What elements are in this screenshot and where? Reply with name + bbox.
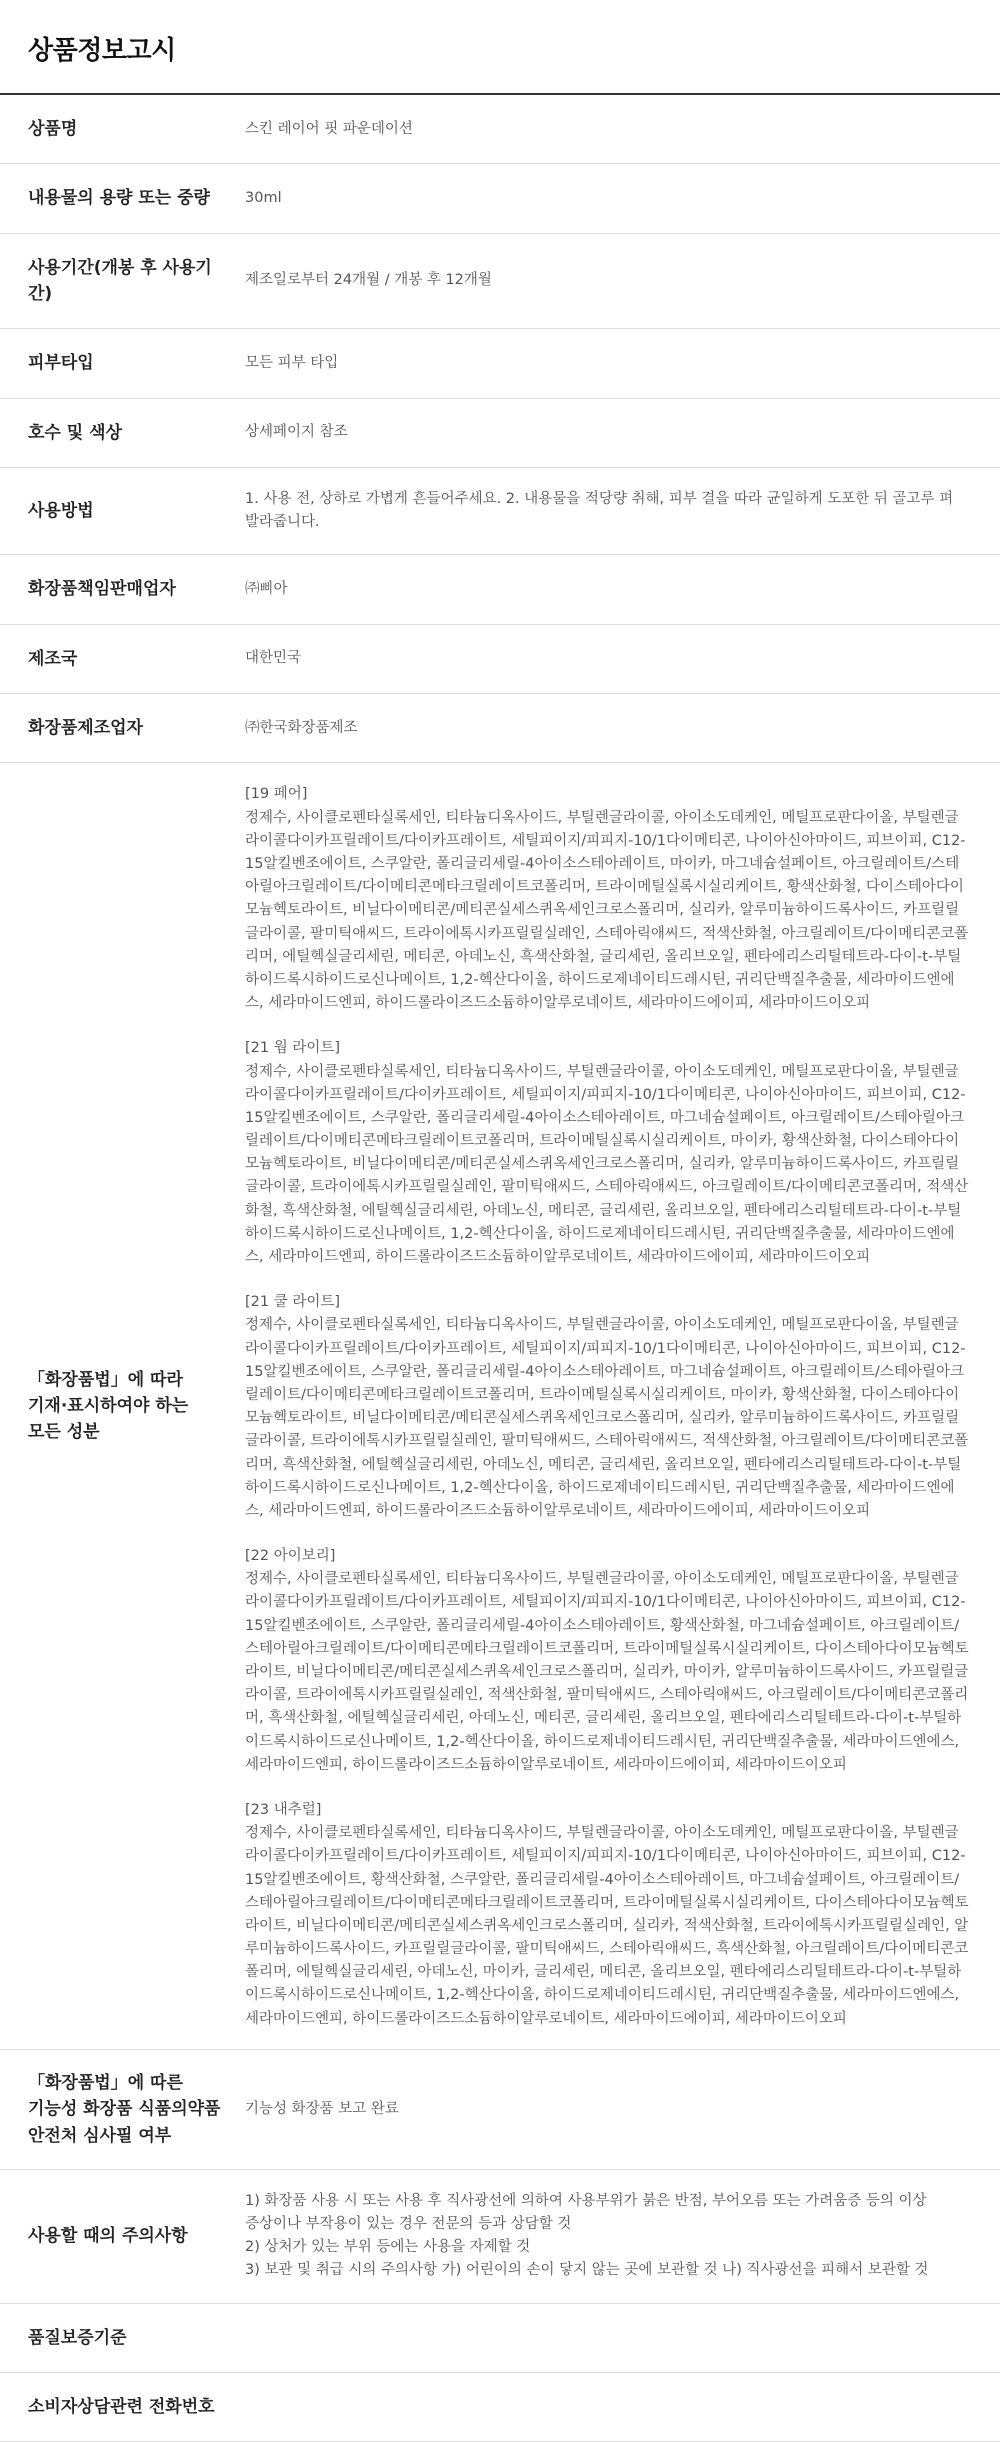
label-line: 모든 성분 xyxy=(28,1422,100,1443)
row-label: 피부타입 xyxy=(28,353,94,374)
shade-ingredients xyxy=(245,1291,970,1523)
shade-ingredient-text: 정제수, 사이클로펜타실록세인, 티타늄디옥사이드, 부틸렌글라이콜, 아이소도데케인, 메틸프로판다이올, 부틸렌글라이콜다이카프릴레이트/다이카프레이트, 세틸피이지/피피지-10/1다이메티콘, 나이아신아마이드, 피브이피, C12-15알킬벤조에이트, 황색산화철, 스쿠알란, 폴리글리세릴-4아이소스테아레이트, 마그네슘설페이트, 아크릴레이트/스테아릴아크릴레이트/다이메티콘메타크릴레이트코폴리머, 트라이메틸실록시실리케이트, 다이스테아다이모늄헥토라이트, 비닐다이메티콘/메티콘실세스퀴옥세인크로스폴리머, 실리카, 적색산화철, 트라이에톡시카프릴릴실레인, 알루미늄하이드록사이드, 카프릴릴글라이콜, 팔미틱애씨드, 스테아릭애씨드, 흑색산화철, 아크릴레이트/다이메티콘코폴리머, 에틸헥실글리세린, 아데노신, 마이카, 글리세린, 메티콘, 올리브오일, 펜타에리스리틸테트라-다이-t-부틸하이드록시하이드로신나메이트, 1,2-헥산다이올, 하이드로제네이티드레시틴, 귀리단백질추출물, 세라마이드엔에스, 세라마이드엔피, 하이드롤라이즈드소듐하이알루로네이트, 세라마이드에이피, 세라마이드이오피 xyxy=(245,1825,969,2027)
row-quality-standard xyxy=(0,2303,1000,2372)
row-value: 스킨 레이어 핏 파운데이션 xyxy=(245,120,413,137)
label-line: 안전처 심사필 여부 xyxy=(28,2125,172,2146)
label-line: 기재·표시하여야 하는 xyxy=(28,1395,189,1416)
row-value: 30ml xyxy=(245,189,282,206)
shade-ingredient-text: 정제수, 사이클로펜타실록세인, 티타늄디옥사이드, 부틸렌글라이콜, 아이소도데케인, 메틸프로판다이올, 부틸렌글라이콜다이카프릴레이트/다이카프레이트, 세틸피이지/피피지-10/1다이메티콘, 나이아신아마이드, 피브이피, C12-15알킬벤조에이트, 스쿠알란, 폴리글리세릴-4아이소스테아레이트, 황색산화철, 마그네슘설페이트, 아크릴레이트/스테아릴아크릴레이트/다이메티콘메타크릴레이트코폴리머, 트라이메틸실록시실리케이트, 다이스테아다이모늄헥토라이트, 비닐다이메티콘/메티콘실세스퀴옥세인크로스폴리머, 실리카, 마이카, 알루미늄하이드록사이드, 카프릴릴글라이콜, 트라이에톡시카프릴릴실레인, 적색산화철, 팔미틱애씨드, 스테아릭애씨드, 아크릴레이트/다이메티콘코폴리머, 흑색산화철, 에틸헥실글리세린, 아데노신, 메티콘, 글리세린, 올리브오일, 펜타에리스리틸테트라-다이-t-부틸하이드록시하이드로신나메이트, 1,2-헥산다이올, 하이드로제네이티드레시틴, 귀리단백질추출물, 세라마이드엔에스, 세라마이드엔피, 하이드롤라이즈드소듐하이알루로네이트, 세라마이드에이피, 세라마이드이오피 xyxy=(245,1571,969,1773)
row-label xyxy=(0,763,245,2049)
row-cautions xyxy=(0,2169,1000,2303)
caution-item: 2) 상처가 있는 부위 등에는 사용을 자제할 것 xyxy=(245,2239,531,2256)
row-ingredients xyxy=(0,763,1000,2049)
row-consumer-phone xyxy=(0,2372,1000,2441)
row-label: 화장품책임판매업자 xyxy=(28,579,176,600)
row-label: 사용할 때의 주의사항 xyxy=(28,2226,188,2247)
row-value: ㈜한국화장품제조 xyxy=(245,719,358,736)
shade-ingredients xyxy=(245,1037,970,1269)
row-product-name xyxy=(0,94,1000,164)
row-label: 화장품제조업자 xyxy=(28,718,143,739)
shade-name: [23 내추럴] xyxy=(245,1801,322,1818)
shade-name: [22 아이보리] xyxy=(245,1548,336,1565)
row-value: 모든 피부 타입 xyxy=(245,354,339,371)
row-functional-cosmetics xyxy=(0,2049,1000,2169)
row-value: 상세페이지 참조 xyxy=(245,424,348,441)
product-info-table xyxy=(0,93,1000,2442)
ingredients-list xyxy=(245,763,1000,2049)
shade-ingredients xyxy=(245,783,970,1015)
row-value: 1. 사용 전, 상하로 가볍게 흔들어주세요. 2. 내용물을 적당량 취해, 피부 결을 따라 균일하게 도포한 뒤 골고루 펴 발라줍니다. xyxy=(245,491,954,531)
row-skin-type xyxy=(0,329,1000,398)
row-label xyxy=(0,2049,245,2169)
row-value xyxy=(245,2303,1000,2372)
caution-item: 3) 보관 및 취급 시의 주의사항 가) 어린이의 손이 닿지 않는 곳에 보관할 것 나) 직사광선을 피해서 보관할 것 xyxy=(245,2262,929,2279)
row-volume xyxy=(0,164,1000,233)
row-label: 사용방법 xyxy=(28,501,94,522)
shade-ingredient-text: 정제수, 사이클로펜타실록세인, 티타늄디옥사이드, 부틸렌글라이콜, 아이소도데케인, 메틸프로판다이올, 부틸렌글라이콜다이카프릴레이트/다이카프레이트, 세틸피이지/피피지-10/1다이메티콘, 나이아신아마이드, 피브이피, C12-15알킬벤조에이트, 스쿠알란, 폴리글리세릴-4아이소스테아레이트, 마그네슘설페이트, 아크릴레이트/스테아릴아크릴레이트/다이메티콘메타크릴레이트코폴리머, 트라이메틸실록시실리케이트, 마이카, 황색산화철, 다이스테아다이모늄헥토라이트, 비닐다이메티콘/메티콘실세스퀴옥세인크로스폴리머, 실리카, 알루미늄하이드록사이드, 카프릴릴글라이콜, 트라이에톡시카프릴릴실레인, 팔미틱애씨드, 스테아릭애씨드, 아크릴레이트/다이메티콘코폴리머, 적색산화철, 흑색산화철, 에틸헥실글리세린, 아데노신, 메티콘, 글리세린, 올리브오일, 펜타에리스리틸테트라-다이-t-부틸하이드록시하이드로신나메이트, 1,2-헥산다이올, 하이드로제네이티드레시틴, 귀리단백질추출물, 세라마이드엔에스, 세라마이드엔피, 하이드롤라이즈드소듐하이알루로네이트, 세라마이드에이피, 세라마이드이오피 xyxy=(245,1063,969,1266)
row-manufacturer xyxy=(0,694,1000,763)
row-value: ㈜삐아 xyxy=(245,581,288,598)
row-label: 호수 및 색상 xyxy=(28,422,122,443)
row-value: 제조일로부터 24개월 / 개봉 후 12개월 xyxy=(245,272,492,289)
shade-ingredient-text: 정제수, 사이클로펜타실록세인, 티타늄디옥사이드, 부틸렌글라이콜, 아이소도데케인, 메틸프로판다이올, 부틸렌글라이콜다이카프릴레이트/다이카프레이트, 세틸피이지/피피지-10/1다이메티콘, 나이아신아마이드, 피브이피, C12-15알킬벤조에이트, 스쿠알란, 폴리글리세릴-4아이소스테아레이트, 마그네슘설페이트, 아크릴레이트/스테아릴아크릴레이트/다이메티콘메타크릴레이트코폴리머, 트라이메틸실록시실리케이트, 마이카, 황색산화철, 다이스테아다이모늄헥토라이트, 비닐다이메티콘/메티콘실세스퀴옥세인크로스폴리머, 실리카, 알루미늄하이드록사이드, 카프릴릴글라이콜, 트라이에톡시카프릴릴실레인, 팔미틱애씨드, 스테아릭애씨드, 적색산화철, 아크릴레이트/다이메티콘코폴리머, 흑색산화철, 에틸헥실글리세린, 아데노신, 메티콘, 글리세린, 올리브오일, 펜타에리스리틸테트라-다이-t-부틸하이드록시하이드로신나메이트, 1,2-헥산다이올, 하이드로제네이티드레시틴, 귀리단백질추출물, 세라마이드엔에스, 세라마이드엔피, 하이드롤라이즈드소듐하이알루로네이트, 세라마이드에이피, 세라마이드이오피 xyxy=(245,1317,969,1519)
row-usage-period xyxy=(0,233,1000,329)
row-label: 제조국 xyxy=(28,648,78,669)
label-line: 「화장품법」에 따라 xyxy=(28,1369,183,1390)
row-label: 품질보증기준 xyxy=(28,2327,127,2348)
row-label: 소비자상담관련 전화번호 xyxy=(28,2396,215,2417)
shade-ingredient-text: 정제수, 사이클로펜타실록세인, 티타늄디옥사이드, 부틸렌글라이콜, 아이소도데케인, 메틸프로판다이올, 부틸렌글라이콜다이카프릴레이트/다이카프레이트, 세틸피이지/피피지-10/1다이메티콘, 나이아신아마이드, 피브이피, C12-15알킬벤조에이트, 스쿠알란, 폴리글리세릴-4아이소스테아레이트, 마이카, 마그네슘설페이트, 아크릴레이트/스테아릴아크릴레이트/다이메티콘메타크릴레이트코폴리머, 트라이메틸실록시실리케이트, 황색산화철, 다이스테아다이모늄헥토라이트, 비닐다이메티콘/메티콘실세스퀴옥세인크로스폴리머, 실리카, 알루미늄하이드록사이드, 카프릴릴글라이콜, 팔미틱애씨드, 트라이에톡시카프릴릴실레인, 스테아릭애씨드, 적색산화철, 아크릴레이트/다이메티콘코폴리머, 에틸헥실글리세린, 메티콘, 아데노신, 흑색산화철, 글리세린, 올리브오일, 펜타에리스리틸테트라-다이-t-부틸하이드록시하이드로신나메이트, 1,2-헥산다이올, 하이드로제네이티드레시틴, 귀리단백질추출물, 세라마이드엔에스, 세라마이드엔피, 하이드롤라이즈드소듐하이알루로네이트, 세라마이드에이피, 세라마이드이오피 xyxy=(245,809,969,1012)
row-shade-color xyxy=(0,398,1000,467)
row-responsible-seller xyxy=(0,555,1000,624)
page-title: 상품정보고시 xyxy=(28,36,176,66)
label-line: 기능성 화장품 식품의약품 xyxy=(28,2099,221,2120)
shade-name: [19 페어] xyxy=(245,786,308,803)
row-country-of-manufacture xyxy=(0,624,1000,693)
row-label: 상품명 xyxy=(28,119,78,139)
row-usage-method xyxy=(0,468,1000,555)
shade-name: [21 웜 라이트] xyxy=(245,1040,341,1057)
row-label: 사용기간(개봉 후 사용기간) xyxy=(28,257,212,305)
shade-ingredients xyxy=(245,1545,970,1777)
row-value: 기능성 화장품 보고 완료 xyxy=(245,2100,399,2117)
shade-name: [21 쿨 라이트] xyxy=(245,1294,341,1311)
row-value: 대한민국 xyxy=(245,650,302,667)
caution-item: 1) 화장품 사용 시 또는 사용 후 직사광선에 의하여 사용부위가 붉은 반점, 부어오름 또는 가려움증 등의 이상 증상이나 부작용이 있는 경우 전문의 등과 상담할 것 xyxy=(245,2192,927,2233)
row-label: 내용물의 용량 또는 중량 xyxy=(28,188,210,209)
shade-ingredients xyxy=(245,1799,970,2031)
row-value xyxy=(245,2372,1000,2441)
cautions-list xyxy=(245,2169,1000,2303)
label-line: 「화장품법」에 따른 xyxy=(28,2072,183,2093)
